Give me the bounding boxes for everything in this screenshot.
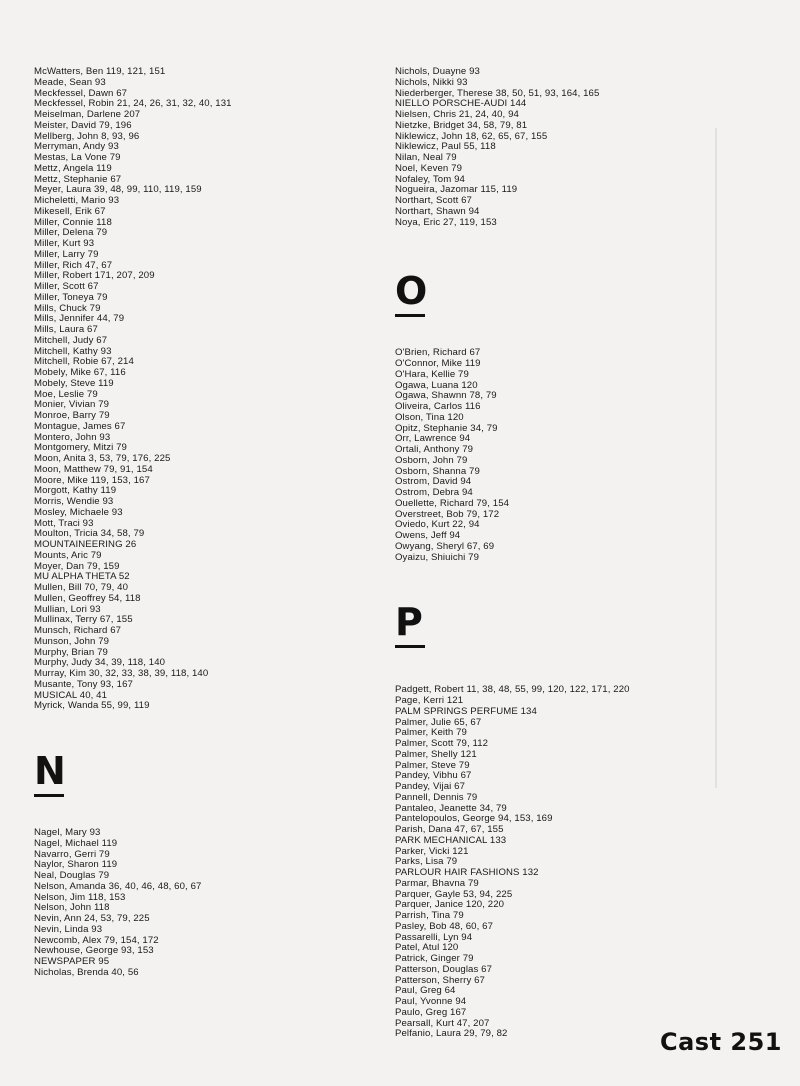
index-entry: Oyaizu, Shiuichi 79 [395, 551, 480, 563]
index-entry: McWatters, Ben 119, 121, 151 [34, 66, 166, 77]
index-entry: Ostrom, David 94 [395, 476, 472, 488]
index-entry: Patterson, Douglas 67 [395, 963, 493, 975]
index-entry: Morgott, Kathy 119 [34, 485, 117, 497]
index-entry: Ortali, Anthony 79 [395, 444, 474, 455]
index-entry: PARK MECHANICAL 133 [395, 834, 507, 846]
index-entry: O'Connor, Mike 119 [395, 358, 481, 369]
index-entry: Mitchell, Judy 67 [34, 334, 108, 346]
n-entries [34, 828, 344, 979]
index-entry: Palmer, Scott 79, 112 [395, 738, 489, 749]
index-entry: Meckfessel, Dawn 67 [34, 87, 128, 99]
index-entry: Niklewicz, Paul 55, 118 [395, 141, 496, 153]
index-entry: Palmer, Julie 65, 67 [395, 716, 482, 728]
index-entry: Pantelopoulos, George 94, 153, 169 [395, 813, 553, 825]
index-entry: MUSICAL 40, 41 [34, 689, 108, 701]
n-entries-continued [395, 67, 705, 228]
index-entry: Pearsall, Kurt 47, 207 [395, 1017, 490, 1029]
index-entry: Mott, Traci 93 [34, 517, 94, 529]
index-entry: Mounts, Aric 79 [34, 549, 102, 561]
index-entry: Padgett, Robert 11, 38, 48, 55, 99, 120, 122, 171, 220 [395, 684, 630, 696]
index-entry: Mosley, Michaele 93 [34, 506, 123, 518]
index-entry: PARLOUR HAIR FASHIONS 132 [395, 867, 539, 878]
index-entry: Olson, Tina 120 [395, 411, 464, 423]
index-entry: Mettz, Stephanie 67 [34, 173, 122, 185]
index-entry: Nielsen, Chris 21, 24, 40, 94 [395, 109, 519, 120]
index-entry: Overstreet, Bob 79, 172 [395, 508, 500, 520]
index-entry: Munson, John 79 [34, 635, 110, 647]
index-entry: Owens, Jeff 94 [395, 530, 461, 541]
index-entry: Murphy, Judy 34, 39, 118, 140 [34, 657, 166, 669]
index-entry: Nagel, Mary 93 [34, 827, 101, 838]
index-entry: Mobely, Mike 67, 116 [34, 367, 126, 378]
page-footer: Cast 251 [659, 1028, 782, 1056]
index-entry: Miller, Delena 79 [34, 227, 108, 239]
index-entry: NEWSPAPER 95 [34, 956, 110, 967]
index-entry: Nagel, Michael 119 [34, 837, 118, 849]
index-entry: Mullinax, Terry 67, 155 [34, 614, 133, 626]
index-entry: Oviedo, Kurt 22, 94 [395, 519, 480, 531]
index-entry: Newcomb, Alex 79, 154, 172 [34, 934, 159, 946]
index-entry: Neal, Douglas 79 [34, 870, 110, 881]
section-p-header [395, 600, 705, 663]
index-entry: Parks, Lisa 79 [395, 856, 458, 868]
index-entry: Pandey, Vijai 67 [395, 781, 466, 792]
index-entry: Orr, Lawrence 94 [395, 433, 471, 445]
index-entry: Moon, Matthew 79, 91, 154 [34, 463, 153, 475]
index-entry: Paul, Yvonne 94 [395, 996, 467, 1007]
index-entry: Parquer, Gayle 53, 94, 225 [395, 888, 513, 900]
index-entry: Oliveira, Carlos 116 [395, 401, 481, 412]
index-entry: PALM SPRINGS PERFUME 134 [395, 705, 537, 717]
index-entry: Nicholas, Brenda 40, 56 [34, 966, 139, 978]
index-entry: Meckfessel, Robin 21, 24, 26, 31, 32, 40, 131 [34, 98, 232, 110]
index-entry: Pannell, Dennis 79 [395, 791, 478, 803]
index-entry: Montero, John 93 [34, 431, 111, 443]
index-entry: Moon, Anita 3, 53, 79, 176, 225 [34, 453, 171, 464]
index-entry: Mobely, Steve 119 [34, 377, 114, 389]
index-entry: Moyer, Dan 79, 159 [34, 560, 120, 572]
section-underline [34, 794, 64, 797]
index-entry: Patterson, Sherry 67 [395, 974, 485, 986]
index-entry: MOUNTAINEERING 26 [34, 539, 137, 550]
index-entry: Meiselman, Darlene 207 [34, 109, 141, 120]
index-entry: Ouellette, Richard 79, 154 [395, 497, 510, 509]
index-entry: Opitz, Stephanie 34, 79 [395, 422, 498, 434]
index-entry: Mestas, La Vone 79 [34, 152, 121, 163]
index-entry: Osborn, Shanna 79 [395, 465, 480, 477]
index-entry: Noya, Eric 27, 119, 153 [395, 216, 497, 228]
index-entry: Noel, Keven 79 [395, 162, 463, 174]
section-underline [395, 314, 425, 317]
index-entry: Meyer, Laura 39, 48, 99, 110, 119, 159 [34, 184, 202, 196]
index-entry: Pantaleo, Jeanette 34, 79 [395, 802, 507, 814]
index-entry: Pandey, Vibhu 67 [395, 770, 472, 782]
index-entry: Monier, Vivian 79 [34, 399, 110, 411]
index-entry: Mellberg, John 8, 93, 96 [34, 130, 140, 142]
index-column-right [395, 67, 705, 1040]
index-entry: Ogawa, Shawnn 78, 79 [395, 390, 497, 402]
index-entry: Parmar, Bhavna 79 [395, 877, 479, 889]
index-entry: Parrish, Tina 79 [395, 910, 464, 921]
index-entry: Nelson, Jim 118, 153 [34, 891, 126, 903]
index-entry: Micheletti, Mario 93 [34, 195, 120, 206]
index-entry: Miller, Robert 171, 207, 209 [34, 270, 155, 282]
index-entry: Palmer, Steve 79 [395, 759, 470, 771]
index-entry: Paulo, Greg 167 [395, 1006, 467, 1018]
index-entry: Pasley, Bob 48, 60, 67 [395, 920, 494, 932]
index-entry: Murphy, Brian 79 [34, 646, 108, 658]
index-entry: Nogueira, Jazomar 115, 119 [395, 184, 518, 196]
index-entry: Myrick, Wanda 55, 99, 119 [34, 700, 150, 712]
index-entry: Nevin, Ann 24, 53, 79, 225 [34, 913, 150, 924]
index-entry: Mullen, Geoffrey 54, 118 [34, 592, 141, 604]
index-entry: Morris, Wendie 93 [34, 496, 114, 507]
o-entries [395, 348, 705, 563]
index-entry: Niederberger, Therese 38, 50, 51, 93, 164, 165 [395, 87, 600, 99]
index-entry: Page, Kerri 121 [395, 695, 464, 706]
index-entry: Musante, Tony 93, 167 [34, 678, 133, 690]
index-column-left [34, 67, 344, 979]
index-entry: Miller, Rich 47, 67 [34, 259, 113, 271]
index-entry: Miller, Connie 118 [34, 216, 112, 228]
index-entry: Paul, Greg 64 [395, 985, 456, 997]
index-entry: Nietzke, Bridget 34, 58, 79, 81 [395, 119, 528, 131]
index-entry: Passarelli, Lyn 94 [395, 931, 473, 943]
index-entry: Mettz, Angela 119 [34, 162, 112, 174]
index-entry: Miller, Scott 67 [34, 281, 99, 292]
index-entry: MU ALPHA THETA 52 [34, 571, 130, 583]
index-entry: Monroe, Barry 79 [34, 410, 110, 421]
index-entry: NIELLO PORSCHE-AUDI 144 [395, 98, 527, 110]
index-entry: Palmer, Shelly 121 [395, 748, 477, 760]
index-entry: Moe, Leslie 79 [34, 388, 98, 400]
index-entry: Murray, Kim 30, 32, 33, 38, 39, 118, 140 [34, 668, 209, 679]
index-entry: Newhouse, George 93, 153 [34, 945, 154, 957]
index-entry: Mitchell, Kathy 93 [34, 345, 112, 357]
p-entries [395, 685, 705, 1040]
index-entry: Nelson, Amanda 36, 40, 46, 48, 60, 67 [34, 880, 202, 892]
section-underline [395, 645, 425, 648]
index-entry: Nofaley, Tom 94 [395, 173, 465, 185]
index-entry: Montague, James 67 [34, 420, 126, 432]
index-entry: Miller, Larry 79 [34, 248, 99, 260]
index-entry: Nilan, Neal 79 [395, 152, 457, 163]
index-entry: Patrick, Ginger 79 [395, 953, 474, 964]
index-entry: Mikesell, Erik 67 [34, 205, 106, 217]
index-entry: Palmer, Keith 79 [395, 727, 467, 739]
index-entry: Mitchell, Robie 67, 214 [34, 356, 134, 368]
index-entry: O'Hara, Kellie 79 [395, 368, 469, 380]
index-entry: Moore, Mike 119, 153, 167 [34, 474, 150, 486]
index-entry: Montgomery, Mitzi 79 [34, 442, 127, 454]
index-entry: Munsch, Richard 67 [34, 625, 122, 636]
index-entry: Northart, Scott 67 [395, 195, 472, 206]
index-entry: Moulton, Tricia 34, 58, 79 [34, 528, 145, 540]
index-entry: Ostrom, Debra 94 [395, 487, 473, 498]
index-entry: Nelson, John 118 [34, 902, 110, 914]
index-entry: Patel, Atul 120 [395, 942, 459, 954]
index-entry: Miller, Kurt 93 [34, 238, 95, 249]
index-entry: Mullen, Bill 70, 79, 40 [34, 582, 129, 593]
section-o-header [395, 269, 705, 332]
index-entry: O'Brien, Richard 67 [395, 347, 481, 359]
index-entry: Nichols, Nikki 93 [395, 76, 468, 88]
index-entry: Mills, Laura 67 [34, 324, 98, 335]
index-entry: Parker, Vicki 121 [395, 845, 469, 857]
index-entry: Mills, Jennifer 44, 79 [34, 313, 125, 325]
index-entry: Osborn, John 79 [395, 454, 468, 466]
index-entry: Naylor, Sharon 119 [34, 859, 118, 871]
index-entry: Owyang, Sheryl 67, 69 [395, 540, 495, 552]
index-entry: Northart, Shawn 94 [395, 205, 480, 217]
index-entry: Niklewicz, John 18, 62, 65, 67, 155 [395, 130, 548, 142]
index-entry: Ogawa, Luana 120 [395, 379, 478, 391]
section-n-header [34, 749, 344, 812]
index-entry: Meister, David 79, 196 [34, 119, 132, 131]
index-entry: Nichols, Duayne 93 [395, 66, 480, 77]
index-entry: Merryman, Andy 93 [34, 141, 119, 153]
index-entry: Nevin, Linda 93 [34, 923, 103, 935]
index-entry: Navarro, Gerri 79 [34, 848, 110, 860]
index-entry: Mullian, Lori 93 [34, 603, 101, 615]
index-entry: Pelfanio, Laura 29, 79, 82 [395, 1028, 508, 1040]
index-entry: Parquer, Janice 120, 220 [395, 899, 505, 911]
index-entry: Mills, Chuck 79 [34, 302, 101, 314]
section-letter-o: O [395, 269, 428, 314]
m-entries [34, 67, 344, 712]
bleed-through-frame [715, 128, 787, 788]
index-entry: Meade, Sean 93 [34, 76, 106, 88]
section-letter-n: N [34, 749, 66, 793]
section-letter-p: P [395, 600, 423, 645]
index-entry: Miller, Toneya 79 [34, 291, 108, 303]
index-entry: Parish, Dana 47, 67, 155 [395, 824, 504, 835]
